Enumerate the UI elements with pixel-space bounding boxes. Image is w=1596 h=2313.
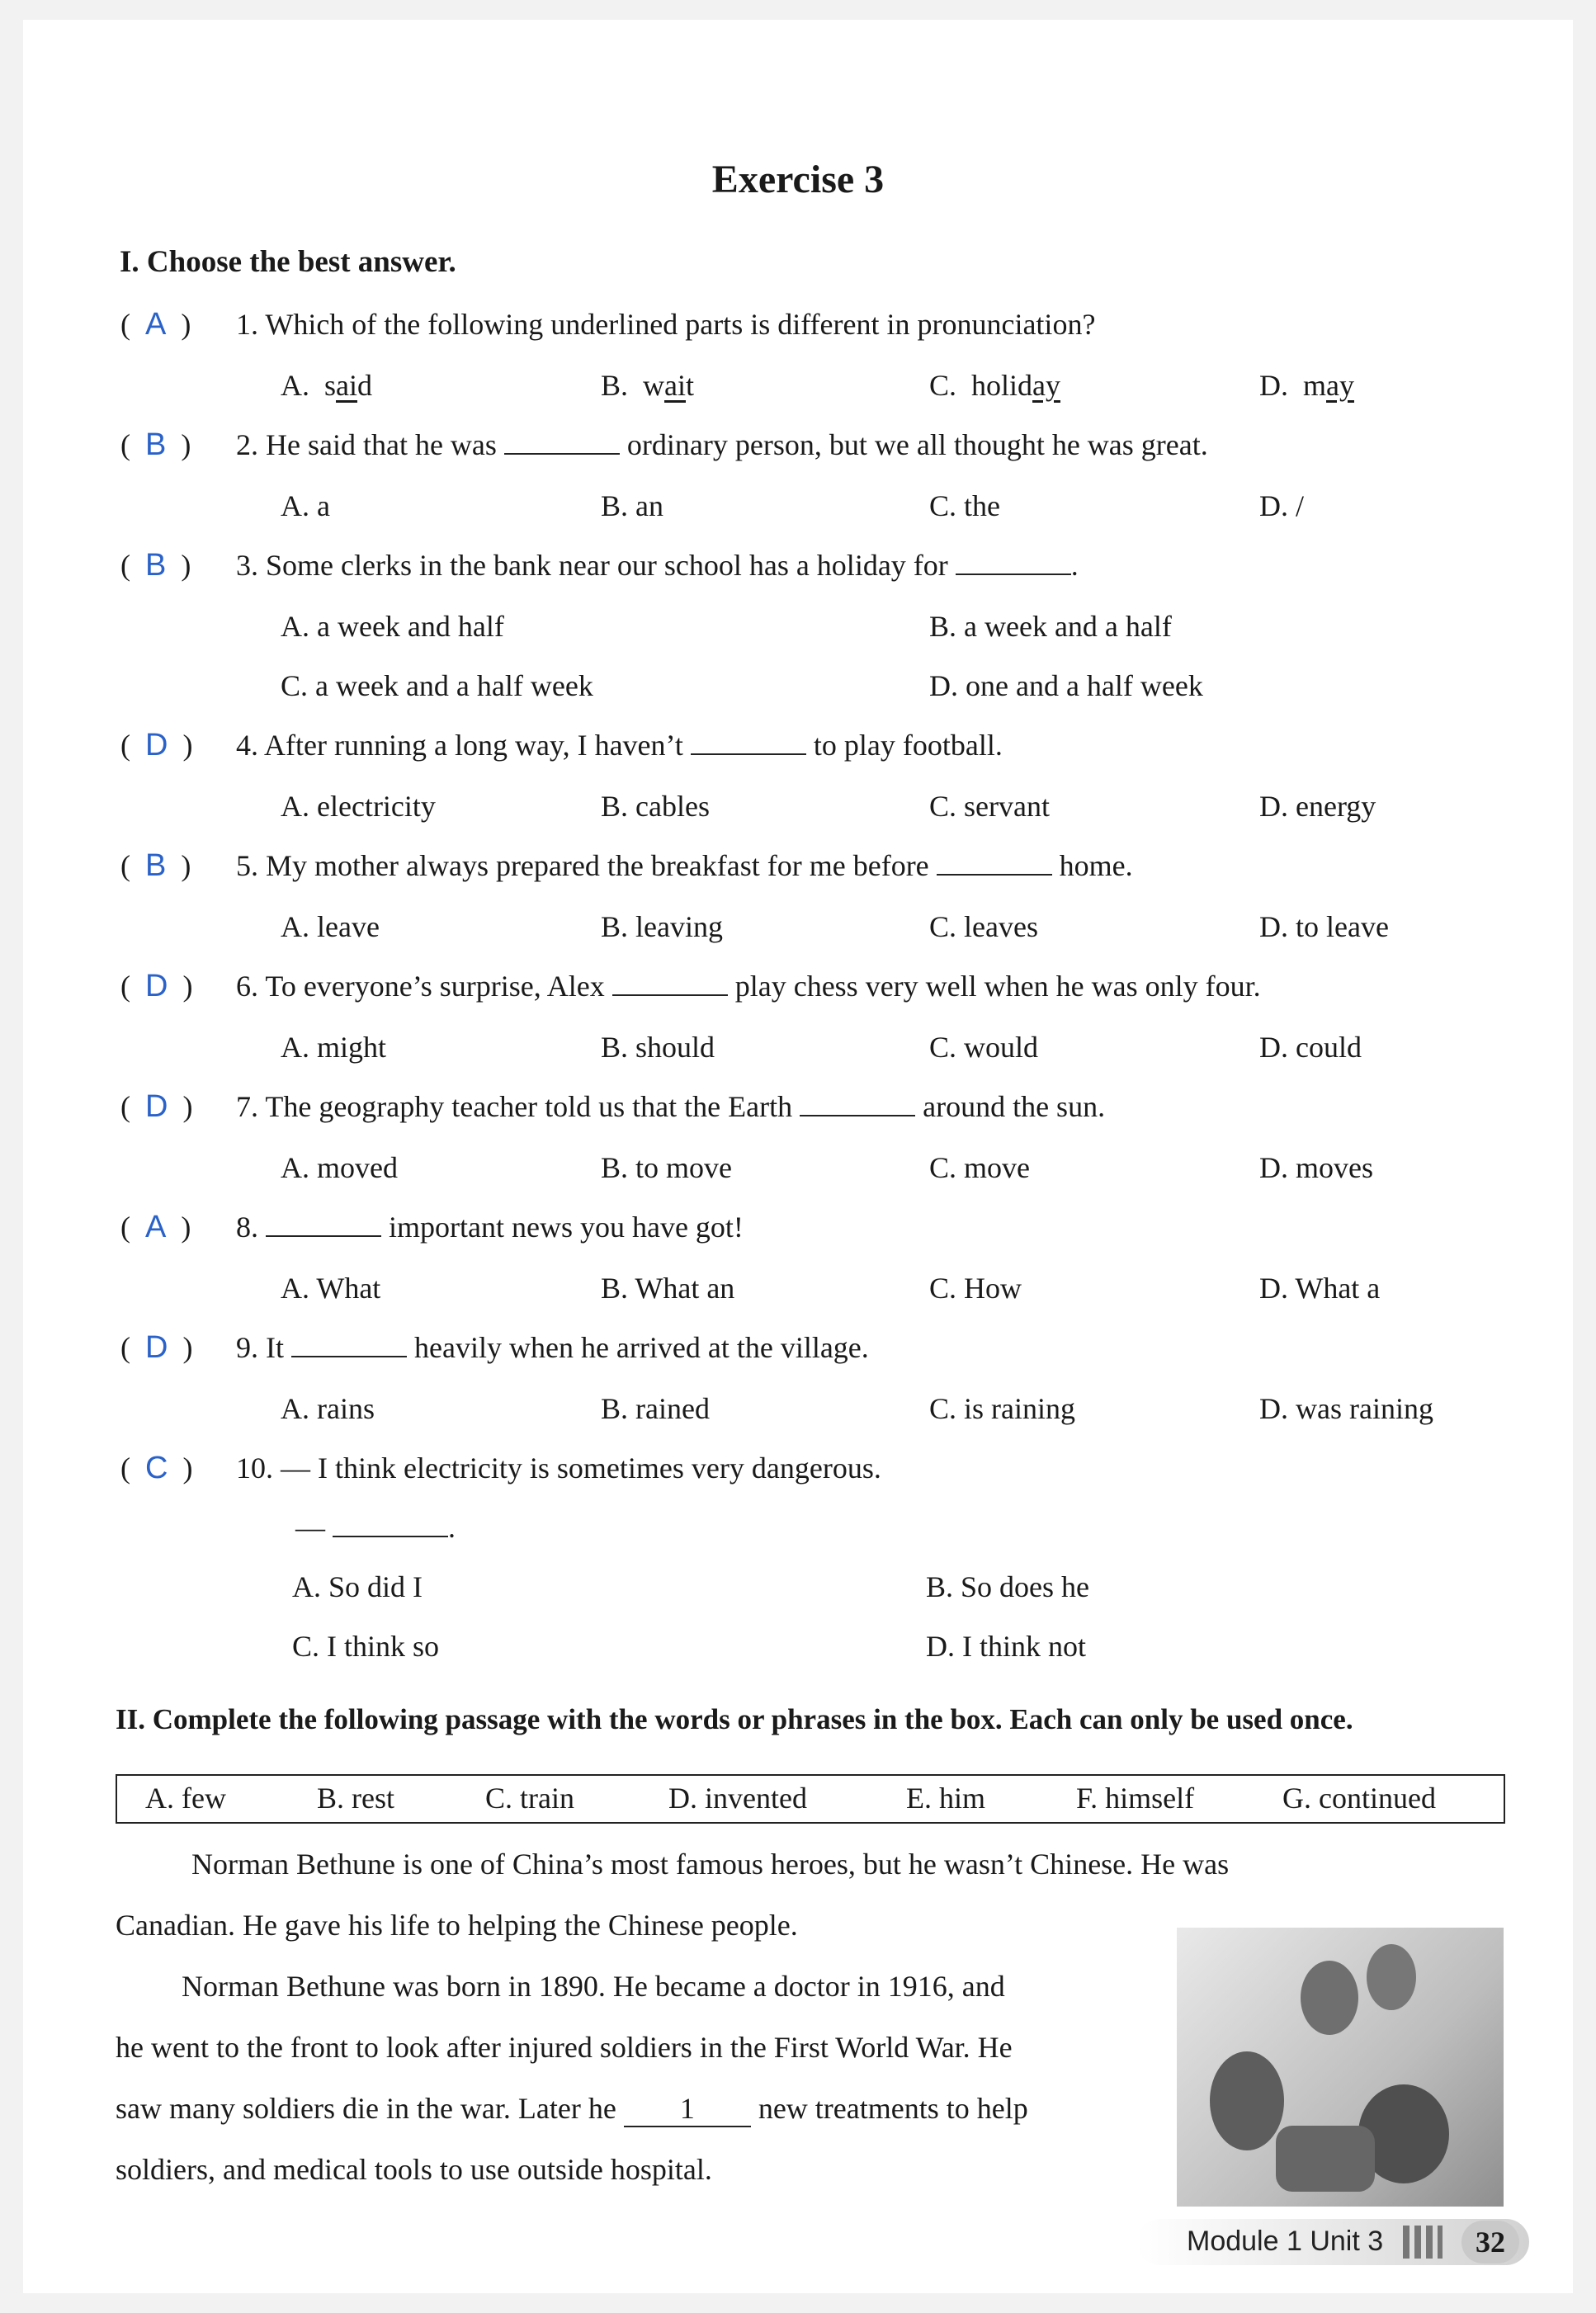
q3-stem-post: . xyxy=(1070,549,1079,582)
q7-option-a: A. moved xyxy=(281,1151,398,1184)
q2-stem-post: ordinary person, but we all thought he was great. xyxy=(626,428,1208,461)
answer-6: D xyxy=(145,969,168,1003)
answer-slot-8: ( A ) xyxy=(120,1210,191,1244)
word-box-item: C. train xyxy=(485,1782,574,1815)
question-6 xyxy=(236,969,1261,1003)
q2-option-b: B. an xyxy=(601,489,663,522)
bethune-illustration xyxy=(1177,1928,1504,2207)
question-8 xyxy=(236,1210,744,1244)
question-1: 1. Which of the following underlined parts is different in pronunciation? xyxy=(236,308,1096,341)
question-4 xyxy=(236,728,1003,762)
answer-3: B xyxy=(145,548,167,583)
section-2-heading: II. Complete the following passage with the words or phrases in the box. Each can only be used once. xyxy=(116,1703,1353,1735)
q6-option-b: B. should xyxy=(601,1031,715,1064)
q4-blank xyxy=(691,729,806,755)
answer-slot-6: ( D ) xyxy=(120,969,193,1003)
q4-option-b: B. cables xyxy=(601,790,710,823)
q8-option-d: D. What a xyxy=(1259,1272,1381,1305)
q6-option-a: A. might xyxy=(281,1031,387,1064)
passage-line: Norman Bethune was born in 1890. He became a doctor in 1916, and xyxy=(182,1970,1005,2003)
answer-7: D xyxy=(145,1089,168,1124)
q9-stem-pre: 9. It xyxy=(236,1331,284,1364)
section-1-heading: I. Choose the best answer. xyxy=(120,245,456,279)
footer-bars-icon xyxy=(1403,2226,1443,2259)
q7-option-c: C. move xyxy=(929,1151,1030,1184)
answer-1: A xyxy=(145,307,167,342)
q6-blank xyxy=(612,970,728,996)
q9-option-a: A. rains xyxy=(281,1392,375,1425)
q8-option-b: B. What an xyxy=(601,1272,735,1305)
q8-blank xyxy=(266,1211,381,1237)
passage-line: soldiers, and medical tools to use outside hospital. xyxy=(116,2153,712,2186)
answer-slot-10: ( C ) xyxy=(120,1451,193,1485)
q1-option-d: D. may xyxy=(1259,369,1354,402)
q6-option-d: D. could xyxy=(1259,1031,1362,1064)
word-box-item: B. rest xyxy=(317,1782,394,1815)
q5-option-d: D. to leave xyxy=(1259,910,1389,943)
q2-option-d: D. / xyxy=(1259,489,1304,522)
q5-blank xyxy=(937,849,1052,876)
answer-slot-3: ( B ) xyxy=(120,548,191,583)
q7-blank xyxy=(800,1090,915,1116)
q8-stem-post: important news you have got! xyxy=(389,1211,744,1244)
q8-stem-pre: 8. xyxy=(236,1211,258,1244)
q5-stem-pre: 5. My mother always prepared the breakfast for me before xyxy=(236,849,929,882)
answer-8: A xyxy=(145,1210,167,1244)
q9-option-d: D. was raining xyxy=(1259,1392,1433,1425)
passage-line: Canadian. He gave his life to helping the Chinese people. xyxy=(116,1909,798,1942)
q4-stem-post: to play football. xyxy=(813,729,1003,762)
question-5 xyxy=(236,848,1133,883)
passage-line xyxy=(116,2091,1028,2127)
answer-slot-2: ( B ) xyxy=(120,427,191,462)
passage-line: he went to the front to look after injured soldiers in the First World War. He xyxy=(116,2031,1013,2064)
word-box-item: F. himself xyxy=(1076,1782,1195,1815)
word-box-item: G. continued xyxy=(1282,1782,1436,1815)
question-9 xyxy=(236,1330,869,1365)
q9-blank xyxy=(291,1331,407,1357)
q7-stem-pre: 7. The geography teacher told us that the Earth xyxy=(236,1090,793,1123)
q1-option-c: C. holiday xyxy=(929,369,1060,402)
q10-option-d: D. I think not xyxy=(926,1630,1086,1663)
answer-slot-4: ( D ) xyxy=(120,728,193,762)
question-2 xyxy=(236,427,1208,462)
q10-option-b: B. So does he xyxy=(926,1570,1089,1603)
q10-blank xyxy=(333,1511,448,1537)
answer-slot-9: ( D ) xyxy=(120,1330,193,1365)
q2-option-a: A. a xyxy=(281,489,330,522)
q6-option-c: C. would xyxy=(929,1031,1039,1064)
answer-slot-7: ( D ) xyxy=(120,1089,193,1124)
q1-option-a: A. said xyxy=(281,369,372,402)
q3-option-c: C. a week and a half week xyxy=(281,669,593,702)
answer-slot-5: ( B ) xyxy=(120,848,191,883)
question-3 xyxy=(236,548,1079,583)
q1-option-b: B. wait xyxy=(601,369,695,402)
q4-option-a: A. electricity xyxy=(281,790,436,823)
answer-slot-1: ( A ) xyxy=(120,307,191,342)
word-box-item: E. him xyxy=(906,1782,985,1815)
q6-stem-pre: 6. To everyone’s surprise, Alex xyxy=(236,970,605,1003)
q3-option-d: D. one and a half week xyxy=(929,669,1203,702)
q10-reply-end: . xyxy=(448,1511,456,1544)
q10-option-c: C. I think so xyxy=(292,1630,440,1663)
passage-text: new treatments to help xyxy=(758,2092,1028,2125)
answer-9: D xyxy=(145,1330,168,1365)
module-label: Module 1 Unit 3 xyxy=(1187,2226,1384,2257)
word-box-item: D. invented xyxy=(668,1782,807,1815)
page-number: 32 xyxy=(1461,2221,1519,2263)
q5-option-c: C. leaves xyxy=(929,910,1038,943)
q3-option-b: B. a week and a half xyxy=(929,610,1172,643)
answer-2: B xyxy=(145,427,167,462)
answer-4: D xyxy=(145,728,168,762)
blank-1: 1 xyxy=(624,2091,751,2127)
question-10: 10. — I think electricity is sometimes very dangerous. xyxy=(236,1452,881,1485)
q7-option-d: D. moves xyxy=(1259,1151,1373,1184)
q3-blank xyxy=(956,549,1071,575)
q10-reply xyxy=(295,1510,456,1545)
q4-option-d: D. energy xyxy=(1259,790,1376,823)
question-7 xyxy=(236,1089,1105,1124)
word-box-item: A. few xyxy=(145,1782,226,1815)
q3-option-a: A. a week and half xyxy=(281,610,504,643)
q2-option-c: C. the xyxy=(929,489,1000,522)
q6-stem-post: play chess very well when he was only four. xyxy=(734,970,1261,1003)
q2-stem-pre: 2. He said that he was xyxy=(236,428,497,461)
page-footer xyxy=(1137,2219,1529,2265)
answer-5: B xyxy=(145,848,167,883)
q4-stem-pre: 4. After running a long way, I haven’t xyxy=(236,729,683,762)
page-title: Exercise 3 xyxy=(711,158,885,201)
q9-option-c: C. is raining xyxy=(929,1392,1075,1425)
q5-option-b: B. leaving xyxy=(601,910,723,943)
q5-stem-post: home. xyxy=(1059,849,1133,882)
worksheet-page xyxy=(23,20,1573,2293)
q9-stem-post: heavily when he arrived at the village. xyxy=(414,1331,869,1364)
q8-option-c: C. How xyxy=(929,1272,1022,1305)
q7-option-b: B. to move xyxy=(601,1151,732,1184)
q7-stem-post: around the sun. xyxy=(923,1090,1106,1123)
q3-stem-pre: 3. Some clerks in the bank near our school has a holiday for xyxy=(236,549,948,582)
passage-line: Norman Bethune is one of China’s most famous heroes, but he wasn’t Chinese. He was xyxy=(191,1848,1230,1881)
q9-option-b: B. rained xyxy=(601,1392,710,1425)
q10-reply-dash: — xyxy=(295,1511,325,1544)
word-box xyxy=(116,1774,1505,1824)
q4-option-c: C. servant xyxy=(929,790,1050,823)
answer-10: C xyxy=(145,1451,168,1485)
q5-option-a: A. leave xyxy=(281,910,380,943)
q10-option-a: A. So did I xyxy=(292,1570,423,1603)
q8-option-a: A. What xyxy=(281,1272,381,1305)
q2-blank xyxy=(504,428,620,455)
passage-text: saw many soldiers die in the war. Later he xyxy=(116,2092,616,2125)
